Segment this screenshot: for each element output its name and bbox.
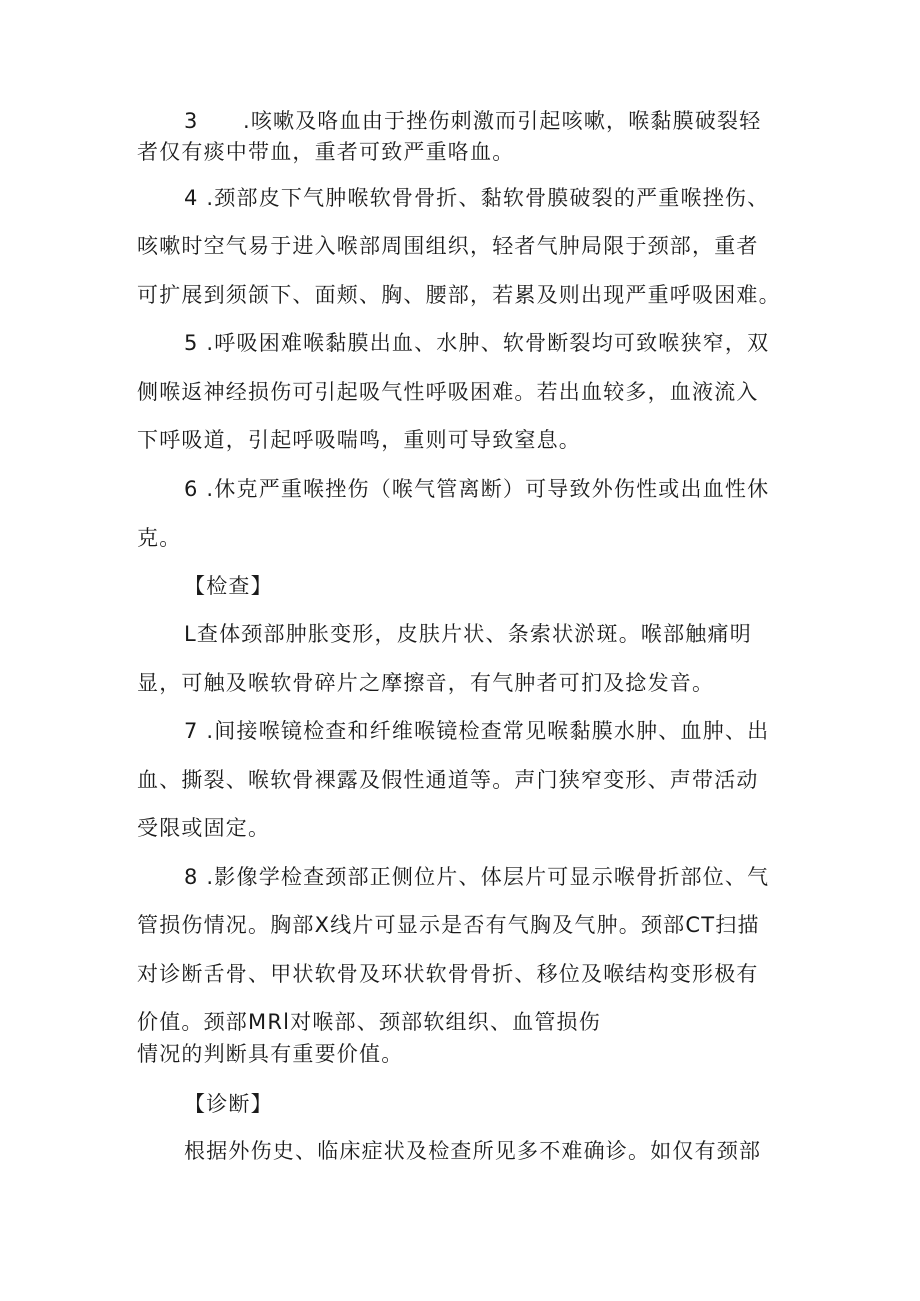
text-line: 根据外伤史、临床症状及检查所见多不难确诊。如仅有颈部: [184, 1139, 762, 1163]
section-heading-diagnosis: 【诊断】: [184, 1092, 273, 1116]
text-line: 血、撕裂、喉软骨裸露及假性通道等。声门狭窄变形、声带活动: [137, 768, 759, 792]
text-line: 对诊断舌骨、甲状软骨及环状软骨骨折、移位及喉结构变形极有: [137, 962, 759, 986]
text-line: 价值。颈部MRl对喉部、颈部软组织、血管损伤: [137, 1010, 601, 1034]
text-line: 可扩展到须颌下、面颊、胸、腰部，若累及则出现严重呼吸困难。: [137, 283, 781, 307]
text-line: 7 .间接喉镜检查和纤维喉镜检查常见喉黏膜水肿、血肿、出: [184, 719, 770, 743]
text-line: 5 .呼吸困难喉黏膜出血、水肿、软骨断裂均可致喉狭窄，双: [184, 331, 770, 355]
text-line: 3 .咳嗽及咯血由于挫伤刺激而引起咳嗽，喉黏膜破裂轻: [184, 109, 762, 133]
text-line: 者仅有痰中带血，重者可致严重咯血。: [137, 140, 515, 164]
text-line: 咳嗽时空气易于进入喉部周围组织，轻者气肿局限于颈部，重者: [137, 234, 759, 258]
text-line: L查体颈部肿胀变形，皮肤片状、条索状淤斑。喉部触痛明: [184, 622, 752, 646]
text-line: 受限或固定。: [137, 816, 271, 840]
text-line: 显，可触及喉软骨碎片之摩擦音，有气肿者可扪及捻发音。: [137, 671, 715, 695]
text-line: 6 .休克严重喉挫伤（喉气管离断）可导致外伤性或出血性休: [184, 477, 770, 501]
text-line: 情况的判断具有重要价值。: [137, 1042, 404, 1066]
text-line: 8 .影像学检查颈部正侧位片、体层片可显示喉骨折部位、气: [184, 865, 770, 889]
text-line: 克。: [137, 526, 182, 550]
section-heading-examination: 【检查】: [184, 574, 273, 598]
text-line: 管损伤情况。胸部X线片可显示是否有气胸及气肿。颈部CT扫描: [137, 913, 760, 937]
text-line: 4 .颈部皮下气肿喉软骨骨折、黏软骨膜破裂的严重喉挫伤、: [184, 186, 770, 210]
text-line: 下呼吸道，引起呼吸喘鸣，重则可导致窒息。: [137, 428, 581, 452]
text-line: 侧喉返神经损伤可引起吸气性呼吸困难。若出血较多，血液流入: [137, 380, 759, 404]
